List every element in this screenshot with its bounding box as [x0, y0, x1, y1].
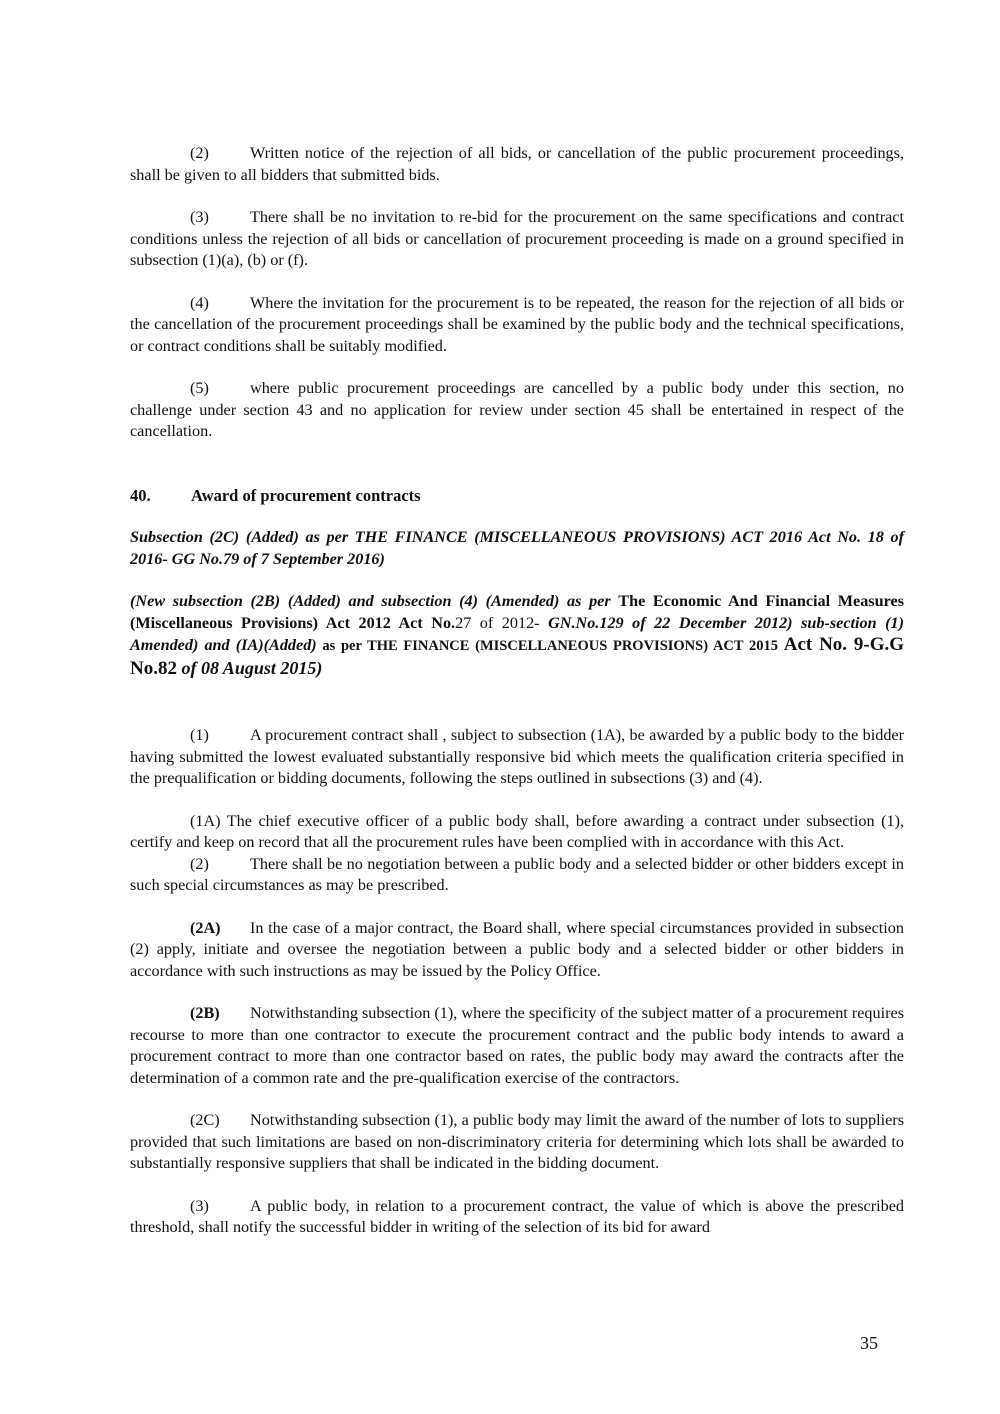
paragraph-5 — [130, 378, 904, 443]
paragraph-text: Where the invitation for the procurement is to be repeated, the reason for the rejection of all bids or the cancellation of the procurement proceedings shall be examined by the public body and the technical specifications, or contract conditions shall be suitably modified. — [130, 293, 904, 355]
section-number: 40. — [130, 485, 151, 505]
section-title: Award of procurement contracts — [191, 485, 421, 505]
paragraph-number: (2B) — [190, 1004, 220, 1022]
paragraph-number: (1) — [190, 726, 209, 744]
subsection-1a: (1A) The chief executive officer of a public body shall, before awarding a contract under subsection (1), certify and keep on record that all the procurement rules have been complied with in accordance with this Act. — [130, 811, 904, 851]
paragraph-number: (3) — [190, 1196, 209, 1215]
amendment-note-2: (New subsection (2B) (Added) and subsection (4) (Amended) as per The Economic And Financial Measures (Miscellaneous Provisions) Act 2012 Act No.27 of 2012- GN.No.129 of 22 December 2012) sub-section (1) Amended) and (IA)(Added) as per THE FINANCE (MISCELLANEOUS PROVISIONS) ACT 2015 Act No. 9-G.G No.82 of 08 August 2015) — [130, 592, 905, 679]
section-heading — [130, 485, 904, 507]
paragraph-text: In the case of a major contract, the Board shall, where special circumstances provided in subsection (2) apply, initiate and oversee the negotiation between a public body and a selected bidder or other bidders in accordance with such instructions as may be issued by the Policy Office. — [130, 918, 904, 980]
paragraph-number: (2C) — [190, 1111, 220, 1129]
subsection-2a — [130, 918, 904, 983]
paragraph-text: There shall be no negotiation between a public body and a selected bidder or other bidders except in such special circumstances as may be prescribed. — [130, 854, 904, 894]
subsection-2b — [130, 1003, 904, 1089]
paragraph-4 — [130, 293, 904, 358]
amendment-note-1: Subsection (2C) (Added) as per THE FINANCE (MISCELLANEOUS PROVISIONS) ACT 2016 Act No. 18 of 2016- GG No.79 of 7 September 2016) — [130, 528, 904, 568]
paragraph-2 — [130, 143, 904, 186]
paragraph-3 — [130, 207, 904, 272]
document-page — [130, 143, 904, 1239]
paragraph-text: Notwithstanding subsection (1), a public body may limit the award of the number of lots to suppliers provided that such limitations are based on non-discriminatory criteria for determining which lots shall be awarded to substantially responsive suppliers that shall be indicated in the bidding document. — [130, 1111, 904, 1172]
page-number: 35 — [860, 1333, 878, 1353]
paragraph-text: Written notice of the rejection of all bids, or cancellation of the public procurement proceedings, shall be given to all bidders that submitted bids. — [130, 144, 904, 184]
paragraph-text: A procurement contract shall , subject to subsection (1A), be awarded by a public body to the bidder having submitted the lowest evaluated substantially responsive bid which meets the qualification criteria specified in the prequalification or bidding documents, following the steps outlined in subsections (3) and (4). — [130, 726, 904, 787]
paragraph-text: Notwithstanding subsection (1), where the specificity of the subject matter of a procurement requires recourse to more than one contractor to execute the procurement contract and the public body intends to award a procurement contract to more than one contractor based on rates, the public body may award the contracts after the determination of a common rate and the pre-qualification exercise of the contractors. — [130, 1004, 904, 1087]
subsection-2c — [130, 1110, 904, 1175]
subsection-2 — [130, 854, 904, 897]
paragraph-number: (2A) — [190, 918, 221, 937]
paragraph-number: (5) — [190, 379, 209, 397]
paragraph-number: (2) — [190, 854, 209, 873]
paragraph-text: where public procurement proceedings are cancelled by a public body under this section, no challenge under section 43 and no application for review under section 45 shall be entertained in respect of the cancellation. — [130, 379, 904, 440]
paragraph-text: A public body, in relation to a procurement contract, the value of which is above the prescribed threshold, shall notify the successful bidder in writing of the selection of its bid for award — [130, 1196, 904, 1236]
paragraph-number: (3) — [190, 208, 209, 226]
paragraph-text: There shall be no invitation to re-bid for the procurement on the same specifications and contract conditions unless the rejection of all bids or cancellation of procurement proceeding is made on a ground specified in subsection (1)(a), (b) or (f). — [130, 208, 904, 269]
subsection-3 — [130, 1196, 904, 1239]
subsection-1 — [130, 725, 904, 790]
paragraph-number: (4) — [190, 293, 209, 312]
paragraph-number: (2) — [190, 144, 209, 162]
